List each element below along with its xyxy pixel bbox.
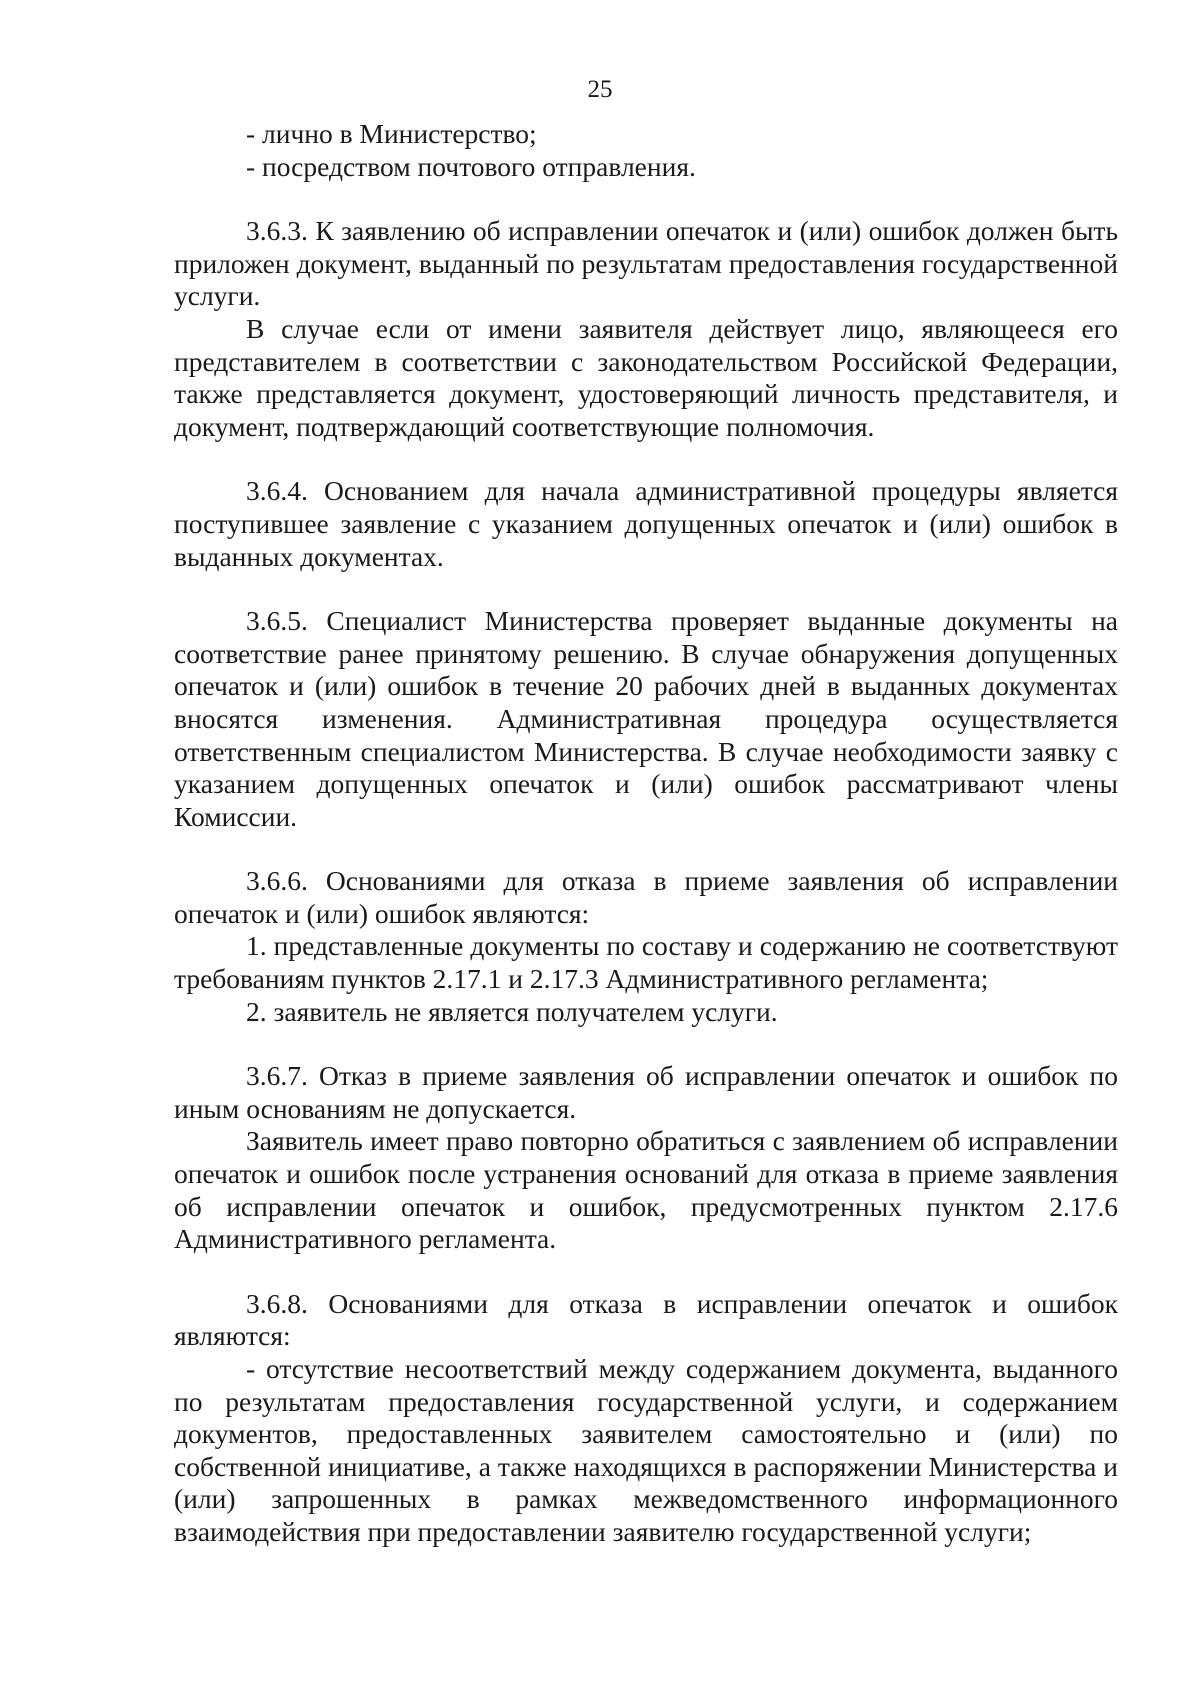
paragraph-3-6-3: 3.6.3. К заявлению об исправлении опечаток и (или) ошибок должен быть приложен документ, выданный по результатам предоставления государственной услуги.	[174, 215, 1118, 312]
paragraph-submit-by-mail: - посредством почтового отправления.	[246, 150, 696, 182]
paragraph-refusal-reason-1: 1. представленные документы по составу и содержанию не соответствуют требованиям пунктов 2.17.1 и 2.17.3 Административного регламента;	[174, 930, 1118, 995]
paragraph-representative: В случае если от имени заявителя действует лицо, являющееся его представителем в соответствии с законодательством Российской Федерации, также представляется документ, удостоверяющий личность представителя, и документ, подтверждающий соответствующие полномочия.	[174, 312, 1118, 442]
paragraph-reapply-right: Заявитель имеет право повторно обратиться с заявлением об исправлении опечаток и ошибок после устранения оснований для отказа в приеме заявления об исправлении опечаток и ошибок, предусмотренных пунктом 2.17.6 Административного регламента.	[174, 1125, 1118, 1255]
page-number: 25	[587, 76, 613, 103]
paragraph-submit-in-person: - лично в Министерство;	[246, 118, 537, 149]
document-body	[174, 118, 1118, 1549]
paragraph-3-6-6: 3.6.6. Основаниями для отказа в приеме заявления об исправлении опечаток и (или) ошибок являются:	[174, 865, 1118, 929]
paragraph-3-6-8: 3.6.8. Основаниями для отказа в исправлении опечаток и ошибок являются:	[174, 1287, 1118, 1352]
paragraph-refusal-reason-2: 2. заявитель не является получателем услуги.	[246, 995, 778, 1027]
paragraph-3-6-5: 3.6.5. Специалист Министерства проверяет выданные документы на соответствие ранее принятому решению. В случае обнаружения допущенных опечаток и (или) ошибок в течение 20 рабочих дней в выданных документах вносятся изменения. Административная процедура осуществляется ответственным специалистом Министерства. В случае необходимости заявку с указанием допущенных опечаток и (или) ошибок рассматривают члены Комиссии.	[174, 605, 1118, 832]
paragraph-no-discrepancies: - отсутствие несоответствий между содержанием документа, выданного по результатам предоставления государственной услуги, и содержанием документов, предоставленных заявителем самостоятельно и (или) по собственной инициативе, а также находящихся в распоряжении Министерства и (или) запрошенных в рамках межведомственного информационного взаимодействия при предоставлении заявителю государственной услуги;	[174, 1353, 1118, 1547]
paragraph-3-6-4: 3.6.4. Основанием для начала административной процедуры является поступившее заявление с указанием допущенных опечаток и (или) ошибок в выданных документах.	[174, 475, 1118, 572]
paragraph-3-6-7: 3.6.7. Отказ в приеме заявления об исправлении опечаток и ошибок по иным основаниям не допускается.	[174, 1060, 1118, 1124]
